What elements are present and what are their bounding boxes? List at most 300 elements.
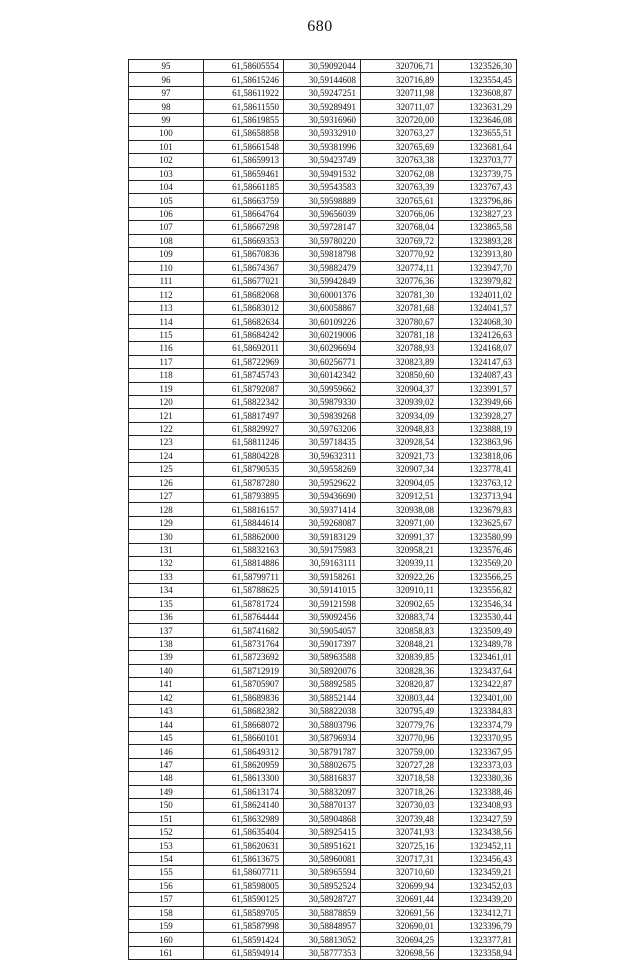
- table-row: [129, 463, 517, 476]
- table-cell: 131: [129, 543, 204, 556]
- table-cell: 143: [129, 705, 204, 718]
- table-cell: 1323928,27: [439, 409, 517, 422]
- table-cell: 132: [129, 557, 204, 570]
- table-cell: 129: [129, 516, 204, 529]
- table-cell: 1323947,70: [439, 261, 517, 274]
- table-cell: 30,59247251: [284, 86, 361, 99]
- table-cell: 320762,08: [361, 167, 439, 180]
- table-cell: 30,59121598: [284, 597, 361, 610]
- table-cell: 1323796,86: [439, 194, 517, 207]
- table-cell: 61,58649312: [204, 745, 284, 758]
- table-row: [129, 100, 517, 113]
- table-cell: 320716,89: [361, 73, 439, 86]
- table-cell: 61,58705907: [204, 678, 284, 691]
- table-cell: 61,58674367: [204, 261, 284, 274]
- table-cell: 320939,02: [361, 395, 439, 408]
- table-cell: 61,58613174: [204, 785, 284, 798]
- table-row: [129, 852, 517, 865]
- table-cell: 139: [129, 651, 204, 664]
- table-cell: 30,59158261: [284, 570, 361, 583]
- table-cell: 30,60109226: [284, 315, 361, 328]
- table-cell: 102: [129, 154, 204, 167]
- table-cell: 1324068,30: [439, 315, 517, 328]
- table-cell: 1323374,79: [439, 718, 517, 731]
- table-cell: 61,58591424: [204, 933, 284, 946]
- table-row: [129, 920, 517, 933]
- table-cell: 61,58670836: [204, 248, 284, 261]
- table-cell: 30,58848957: [284, 920, 361, 933]
- table-cell: 61,58816157: [204, 503, 284, 516]
- table-cell: 1323546,34: [439, 597, 517, 610]
- table-cell: 30,59017397: [284, 637, 361, 650]
- table-cell: 30,59818798: [284, 248, 361, 261]
- table-row: [129, 382, 517, 395]
- table-row: [129, 570, 517, 583]
- table-cell: 30,59371414: [284, 503, 361, 516]
- table-cell: 1323461,01: [439, 651, 517, 664]
- table-cell: 100: [129, 127, 204, 140]
- table-cell: 30,58952524: [284, 879, 361, 892]
- table-cell: 30,58928727: [284, 893, 361, 906]
- table-cell: 128: [129, 503, 204, 516]
- table-cell: 30,59332910: [284, 127, 361, 140]
- table-cell: 61,58667298: [204, 221, 284, 234]
- table-cell: 1323778,41: [439, 463, 517, 476]
- table-cell: 30,59879330: [284, 395, 361, 408]
- table-cell: 320718,58: [361, 772, 439, 785]
- table-row: [129, 369, 517, 382]
- table-cell: 156: [129, 879, 204, 892]
- table-cell: 61,58668072: [204, 718, 284, 731]
- table-cell: 1323509,49: [439, 624, 517, 637]
- table-cell: 150: [129, 799, 204, 812]
- table-cell: 30,60256771: [284, 355, 361, 368]
- table-cell: 61,58594914: [204, 946, 284, 959]
- table-cell: 30,59163111: [284, 557, 361, 570]
- table-cell: 61,58814886: [204, 557, 284, 570]
- table-cell: 1323526,30: [439, 60, 517, 73]
- table-row: [129, 839, 517, 852]
- table-cell: 161: [129, 946, 204, 959]
- table-row: [129, 422, 517, 435]
- table-cell: 320774,11: [361, 261, 439, 274]
- table-cell: 1323377,81: [439, 933, 517, 946]
- table-cell: 320725,16: [361, 839, 439, 852]
- table-cell: 1324087,43: [439, 369, 517, 382]
- table-cell: 320727,28: [361, 758, 439, 771]
- table-cell: 30,59598889: [284, 194, 361, 207]
- table-cell: 120: [129, 395, 204, 408]
- table-cell: 61,58792087: [204, 382, 284, 395]
- table-cell: 30,58822038: [284, 705, 361, 718]
- table-cell: 30,60001376: [284, 288, 361, 301]
- table-cell: 30,59054057: [284, 624, 361, 637]
- table-cell: 61,58613300: [204, 772, 284, 785]
- table-cell: 320770,92: [361, 248, 439, 261]
- table-cell: 61,58741682: [204, 624, 284, 637]
- table-cell: 320904,37: [361, 382, 439, 395]
- table-cell: 61,58607711: [204, 866, 284, 879]
- table-cell: 61,58587998: [204, 920, 284, 933]
- table-cell: 320781,30: [361, 288, 439, 301]
- table-row: [129, 731, 517, 744]
- table-cell: 320928,54: [361, 436, 439, 449]
- table-cell: 320763,39: [361, 180, 439, 193]
- table-cell: 119: [129, 382, 204, 395]
- table-cell: 320839,85: [361, 651, 439, 664]
- table-cell: 133: [129, 570, 204, 583]
- table-row: [129, 597, 517, 610]
- table-cell: 30,60142342: [284, 369, 361, 382]
- table-cell: 1323865,58: [439, 221, 517, 234]
- table-cell: 30,59882479: [284, 261, 361, 274]
- table-cell: 61,58764444: [204, 610, 284, 623]
- table-row: [129, 140, 517, 153]
- table-cell: 320763,38: [361, 154, 439, 167]
- table-cell: 30,58816837: [284, 772, 361, 785]
- table-row: [129, 624, 517, 637]
- table-cell: 135: [129, 597, 204, 610]
- table-cell: 61,58619855: [204, 113, 284, 126]
- table-cell: 151: [129, 812, 204, 825]
- table-row: [129, 194, 517, 207]
- table-cell: 61,58632989: [204, 812, 284, 825]
- table-row: [129, 288, 517, 301]
- table-cell: 106: [129, 207, 204, 220]
- table-cell: 30,58791787: [284, 745, 361, 758]
- table-cell: 136: [129, 610, 204, 623]
- table-cell: 320741,93: [361, 825, 439, 838]
- table-cell: 101: [129, 140, 204, 153]
- table-cell: 320948,83: [361, 422, 439, 435]
- table-cell: 153: [129, 839, 204, 852]
- table-cell: 152: [129, 825, 204, 838]
- table-cell: 114: [129, 315, 204, 328]
- table-cell: 30,58878859: [284, 906, 361, 919]
- table-cell: 30,58920076: [284, 664, 361, 677]
- table-cell: 30,59839268: [284, 409, 361, 422]
- table-cell: 138: [129, 637, 204, 650]
- table-cell: 30,59436690: [284, 490, 361, 503]
- table-cell: 320788,93: [361, 342, 439, 355]
- table-cell: 1323576,46: [439, 543, 517, 556]
- table-cell: 30,58951621: [284, 839, 361, 852]
- table-cell: 108: [129, 234, 204, 247]
- table-row: [129, 436, 517, 449]
- table-cell: 1323949,66: [439, 395, 517, 408]
- table-cell: 149: [129, 785, 204, 798]
- table-cell: 1323459,21: [439, 866, 517, 879]
- table-cell: 1323408,93: [439, 799, 517, 812]
- table-row: [129, 221, 517, 234]
- table-cell: 320769,72: [361, 234, 439, 247]
- table-cell: 124: [129, 449, 204, 462]
- table-cell: 61,58844614: [204, 516, 284, 529]
- table-cell: 117: [129, 355, 204, 368]
- table-cell: 61,58615246: [204, 73, 284, 86]
- table-cell: 30,59718435: [284, 436, 361, 449]
- table-row: [129, 718, 517, 731]
- table-cell: 61,58712919: [204, 664, 284, 677]
- table-cell: 320902,65: [361, 597, 439, 610]
- table-cell: 61,58605554: [204, 60, 284, 73]
- table-cell: 1323893,28: [439, 234, 517, 247]
- table-cell: 61,58799711: [204, 570, 284, 583]
- table-cell: 30,59144608: [284, 73, 361, 86]
- table-cell: 61,58660101: [204, 731, 284, 744]
- table-cell: 320922,26: [361, 570, 439, 583]
- table-cell: 30,59183129: [284, 530, 361, 543]
- table-cell: 1323703,77: [439, 154, 517, 167]
- table-cell: 1323452,03: [439, 879, 517, 892]
- table-row: [129, 933, 517, 946]
- table-cell: 30,59316960: [284, 113, 361, 126]
- table-row: [129, 395, 517, 408]
- table-cell: 61,58745743: [204, 369, 284, 382]
- table-cell: 1323763,12: [439, 476, 517, 489]
- table-cell: 103: [129, 167, 204, 180]
- table-cell: 320904,05: [361, 476, 439, 489]
- table-cell: 61,58682382: [204, 705, 284, 718]
- table-cell: 127: [129, 490, 204, 503]
- table-row: [129, 154, 517, 167]
- table-cell: 1323439,20: [439, 893, 517, 906]
- table-cell: 320763,27: [361, 127, 439, 140]
- table-cell: 1323358,94: [439, 946, 517, 959]
- table-row: [129, 758, 517, 771]
- table-cell: 1323580,99: [439, 530, 517, 543]
- table-cell: 61,58624140: [204, 799, 284, 812]
- table-row: [129, 248, 517, 261]
- table-cell: 61,58722969: [204, 355, 284, 368]
- table-cell: 61,58659461: [204, 167, 284, 180]
- table-cell: 30,59175983: [284, 543, 361, 556]
- table-row: [129, 490, 517, 503]
- table-cell: 61,58659913: [204, 154, 284, 167]
- table-cell: 61,58669353: [204, 234, 284, 247]
- table-cell: 61,58682634: [204, 315, 284, 328]
- table-cell: 320717,31: [361, 852, 439, 865]
- table-cell: 30,59381996: [284, 140, 361, 153]
- table-cell: 61,58817497: [204, 409, 284, 422]
- table-row: [129, 745, 517, 758]
- table-cell: 30,59141015: [284, 584, 361, 597]
- table-cell: 137: [129, 624, 204, 637]
- table-cell: 1323827,23: [439, 207, 517, 220]
- table-cell: 320912,51: [361, 490, 439, 503]
- table-cell: 320718,26: [361, 785, 439, 798]
- table-cell: 61,58598005: [204, 879, 284, 892]
- table-cell: 320776,36: [361, 275, 439, 288]
- table-row: [129, 691, 517, 704]
- table-cell: 61,58682068: [204, 288, 284, 301]
- table-row: [129, 651, 517, 664]
- table-cell: 99: [129, 113, 204, 126]
- table-cell: 1323679,83: [439, 503, 517, 516]
- table-cell: 1323818,06: [439, 449, 517, 462]
- table-cell: 1323767,43: [439, 180, 517, 193]
- table-cell: 1323380,36: [439, 772, 517, 785]
- table-row: [129, 906, 517, 919]
- table-cell: 30,59529622: [284, 476, 361, 489]
- table-cell: 320699,94: [361, 879, 439, 892]
- table-row: [129, 893, 517, 906]
- table-cell: 1323427,59: [439, 812, 517, 825]
- table-cell: 123: [129, 436, 204, 449]
- table-cell: 145: [129, 731, 204, 744]
- table-cell: 320690,01: [361, 920, 439, 933]
- table-cell: 30,59728147: [284, 221, 361, 234]
- table-cell: 1323625,67: [439, 516, 517, 529]
- table-cell: 1324147,63: [439, 355, 517, 368]
- table-cell: 320958,21: [361, 543, 439, 556]
- table-cell: 61,58862000: [204, 530, 284, 543]
- table-row: [129, 825, 517, 838]
- table-cell: 1323367,95: [439, 745, 517, 758]
- table-cell: 61,58620631: [204, 839, 284, 852]
- table-cell: 320711,07: [361, 100, 439, 113]
- table-cell: 320770,96: [361, 731, 439, 744]
- table-cell: 30,58963588: [284, 651, 361, 664]
- table-cell: 142: [129, 691, 204, 704]
- table-row: [129, 610, 517, 623]
- table-row: [129, 584, 517, 597]
- table-cell: 1323655,51: [439, 127, 517, 140]
- table-cell: 30,58803796: [284, 718, 361, 731]
- table-cell: 1323739,75: [439, 167, 517, 180]
- table-row: [129, 516, 517, 529]
- table-cell: 122: [129, 422, 204, 435]
- table-cell: 159: [129, 920, 204, 933]
- table-cell: 320828,36: [361, 664, 439, 677]
- table-cell: 1323888,19: [439, 422, 517, 435]
- table-cell: 320939,11: [361, 557, 439, 570]
- table-cell: 1323437,64: [439, 664, 517, 677]
- table-cell: 30,58904868: [284, 812, 361, 825]
- table-cell: 1323979,82: [439, 275, 517, 288]
- table-cell: 30,58965594: [284, 866, 361, 879]
- table-cell: 134: [129, 584, 204, 597]
- table-cell: 30,58813052: [284, 933, 361, 946]
- table-row: [129, 543, 517, 556]
- table-cell: 107: [129, 221, 204, 234]
- table-cell: 320938,08: [361, 503, 439, 516]
- table-cell: 1323863,96: [439, 436, 517, 449]
- table-cell: 1323569,20: [439, 557, 517, 570]
- table-cell: 61,58787280: [204, 476, 284, 489]
- table-cell: 61,58661548: [204, 140, 284, 153]
- table-row: [129, 812, 517, 825]
- table-cell: 61,58611550: [204, 100, 284, 113]
- table-cell: 1323373,03: [439, 758, 517, 771]
- table-cell: 104: [129, 180, 204, 193]
- table-row: [129, 86, 517, 99]
- table-row: [129, 207, 517, 220]
- table-cell: 1323631,29: [439, 100, 517, 113]
- table-row: [129, 342, 517, 355]
- table-cell: 30,59780220: [284, 234, 361, 247]
- table-cell: 30,59558269: [284, 463, 361, 476]
- table-row: [129, 328, 517, 341]
- table-cell: 111: [129, 275, 204, 288]
- table-cell: 1324168,07: [439, 342, 517, 355]
- table-cell: 109: [129, 248, 204, 261]
- table-cell: 61,58811246: [204, 436, 284, 449]
- table-row: [129, 315, 517, 328]
- table-cell: 30,60219006: [284, 328, 361, 341]
- table-cell: 144: [129, 718, 204, 731]
- table-cell: 30,59289491: [284, 100, 361, 113]
- table-row: [129, 113, 517, 126]
- table-row: [129, 261, 517, 274]
- table-row: [129, 557, 517, 570]
- table-cell: 61,58677021: [204, 275, 284, 288]
- table-cell: 320730,03: [361, 799, 439, 812]
- table-row: [129, 705, 517, 718]
- table-cell: 61,58658858: [204, 127, 284, 140]
- table-cell: 1323422,87: [439, 678, 517, 691]
- table-cell: 126: [129, 476, 204, 489]
- table-cell: 61,58664764: [204, 207, 284, 220]
- table-cell: 1323396,79: [439, 920, 517, 933]
- table-row: [129, 772, 517, 785]
- table-cell: 61,58684242: [204, 328, 284, 341]
- table-cell: 320781,68: [361, 301, 439, 314]
- table-cell: 320934,09: [361, 409, 439, 422]
- table-cell: 148: [129, 772, 204, 785]
- table-cell: 320759,00: [361, 745, 439, 758]
- table-cell: 320823,89: [361, 355, 439, 368]
- table-row: [129, 73, 517, 86]
- table-row: [129, 127, 517, 140]
- table-cell: 115: [129, 328, 204, 341]
- table-cell: 320883,74: [361, 610, 439, 623]
- table-row: [129, 503, 517, 516]
- table-cell: 30,59632311: [284, 449, 361, 462]
- table-cell: 98: [129, 100, 204, 113]
- table-cell: 30,60296694: [284, 342, 361, 355]
- table-cell: 320971,00: [361, 516, 439, 529]
- table-cell: 320720,00: [361, 113, 439, 126]
- table-cell: 30,59423749: [284, 154, 361, 167]
- table-cell: 147: [129, 758, 204, 771]
- table-cell: 30,58960081: [284, 852, 361, 865]
- table-cell: 61,58590125: [204, 893, 284, 906]
- table-cell: 320739,48: [361, 812, 439, 825]
- table-row: [129, 301, 517, 314]
- table-cell: 1323681,64: [439, 140, 517, 153]
- table-cell: 320921,73: [361, 449, 439, 462]
- table-cell: 1323489,78: [439, 637, 517, 650]
- table-row: [129, 355, 517, 368]
- table-cell: 130: [129, 530, 204, 543]
- table-cell: 320765,61: [361, 194, 439, 207]
- table-cell: 30,58796934: [284, 731, 361, 744]
- table-cell: 1323401,00: [439, 691, 517, 704]
- table-row: [129, 637, 517, 650]
- table-cell: 30,58852144: [284, 691, 361, 704]
- table-cell: 61,58620959: [204, 758, 284, 771]
- table-cell: 96: [129, 73, 204, 86]
- table-row: [129, 409, 517, 422]
- table-cell: 320698,56: [361, 946, 439, 959]
- table-cell: 61,58692011: [204, 342, 284, 355]
- table-cell: 61,58788625: [204, 584, 284, 597]
- table-cell: 61,58829927: [204, 422, 284, 435]
- table-row: [129, 879, 517, 892]
- table-row: [129, 180, 517, 193]
- table-cell: 160: [129, 933, 204, 946]
